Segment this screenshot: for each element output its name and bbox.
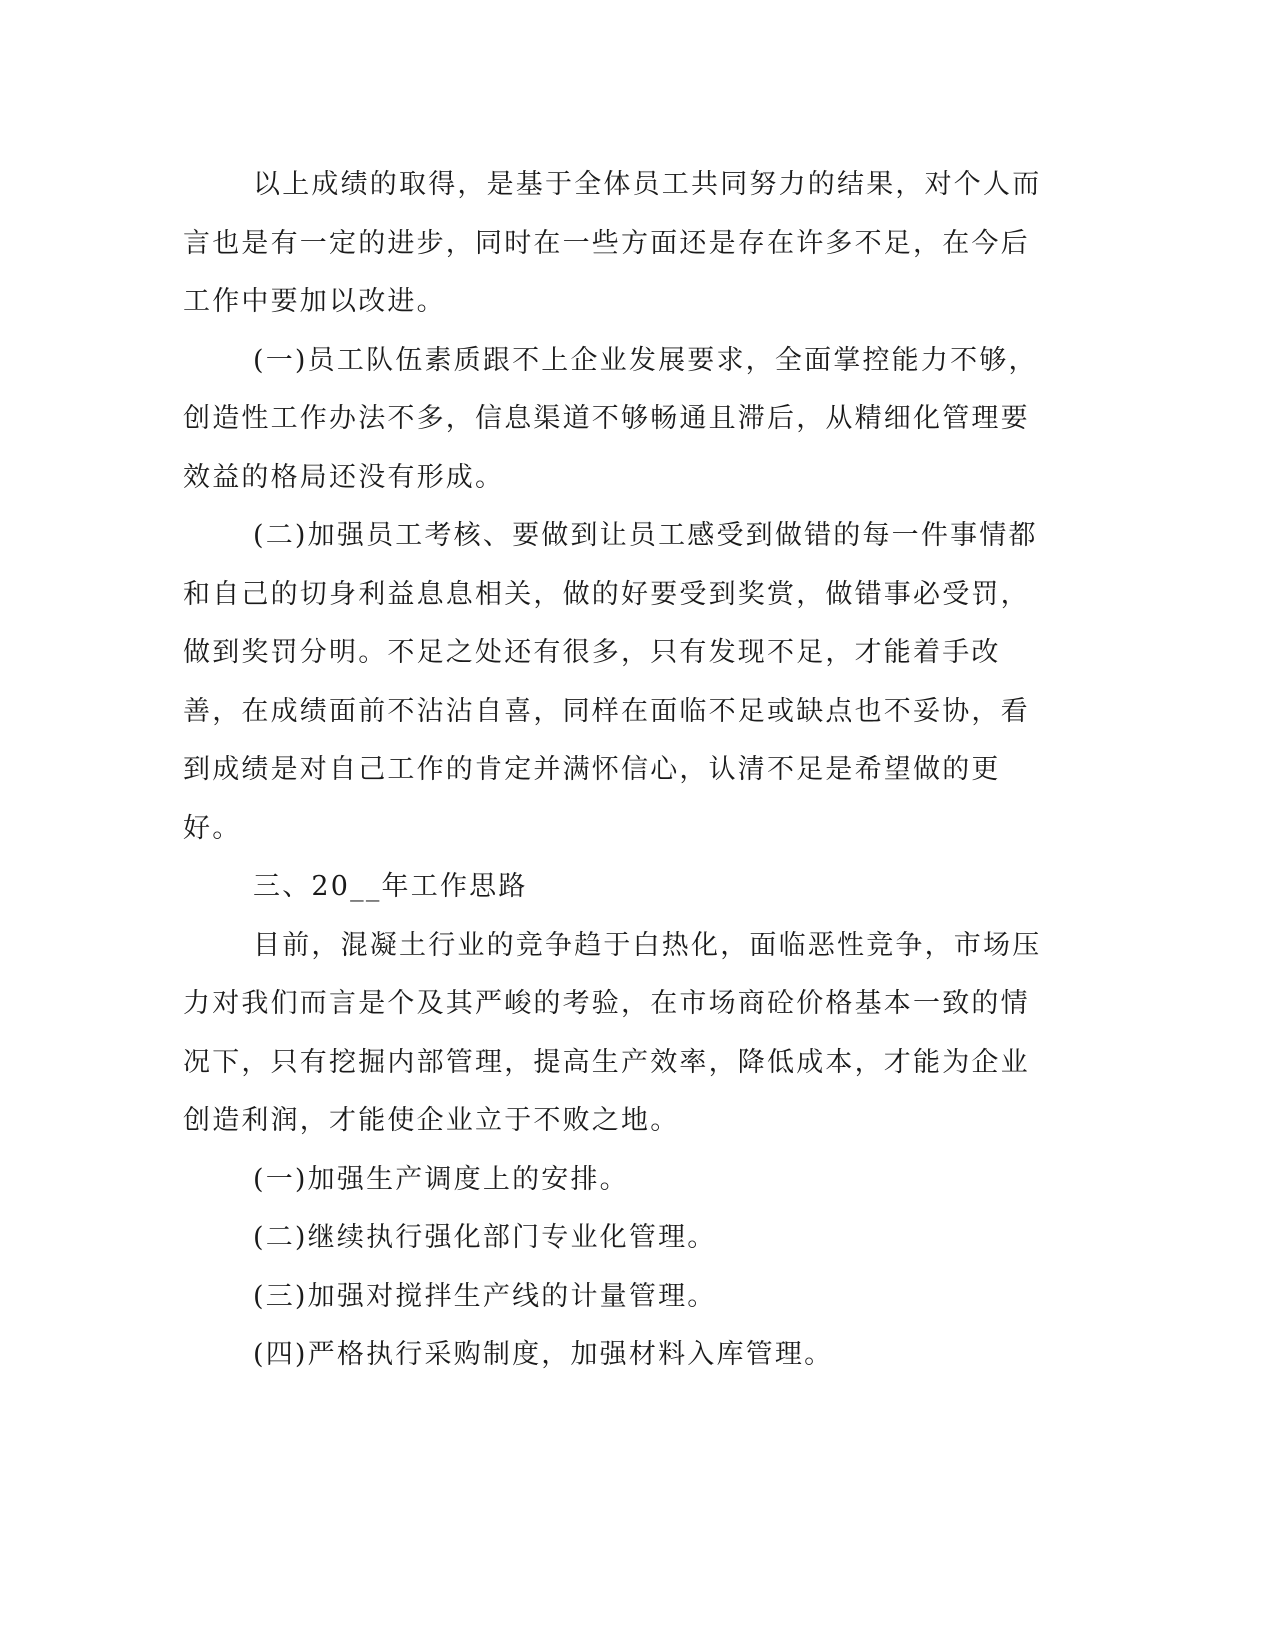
document-body xyxy=(183,156,1043,1385)
list-item-plan-3: (三)加强对搅拌生产线的计量管理。 xyxy=(253,1280,717,1312)
list-item-plan-2: (二)继续执行强化部门专业化管理。 xyxy=(253,1222,717,1253)
section-heading-work-plan: 三、20__年工作思路 xyxy=(253,871,528,902)
paragraph-achievements-summary: 以上成绩的取得，是基于全体员工共同努力的结果，对个人而言也是有一定的进步，同时在一些方面还是存在许多不足，在今后工作中要加以改进。 xyxy=(183,169,1042,317)
list-item-plan-1: (一)加强生产调度上的安排。 xyxy=(253,1163,629,1195)
list-item-plan-4: (四)严格执行采购制度，加强材料入库管理。 xyxy=(253,1339,834,1370)
paragraph-shortcoming-2: (二)加强员工考核、要做到让员工感受到做错的每一件事情都和自己的切身利益息息相关，做的好要受到奖赏，做错事必受罚，做到奖罚分明。不足之处还有很多，只有发现不足，才能着手改善，在成绩面前不沾沾自喜，同样在面临不足或缺点也不妥协，看到成绩是对自己工作的肯定并满怀信心，认清不足是希望做的更好。 xyxy=(183,520,1038,844)
paragraph-shortcoming-1: (一)员工队伍素质跟不上企业发展要求，全面掌控能力不够，创造性工作办法不多，信息渠道不够畅通且滞后，从精细化管理要效益的格局还没有形成。 xyxy=(183,344,1038,493)
paragraph-market-situation: 目前，混凝土行业的竞争趋于白热化，面临恶性竞争，市场压力对我们而言是个及其严峻的考验，在市场商砼价格基本一致的情况下，只有挖掘内部管理，提高生产效率，降低成本，才能为企业创造利润，才能使企业立于不败之地。 xyxy=(183,929,1042,1136)
